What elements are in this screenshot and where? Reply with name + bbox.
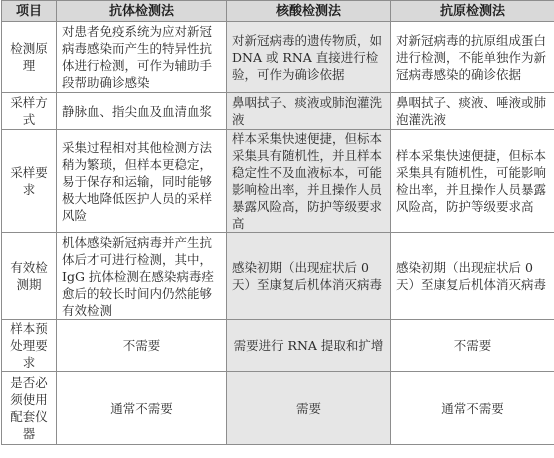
cell-antigen: 不需要	[391, 320, 554, 372]
table-row	[2, 130, 554, 233]
header-antigen: 抗原检测法	[391, 1, 554, 22]
header-antibody: 抗体检测法	[57, 1, 227, 22]
table-row	[2, 233, 554, 320]
detection-methods-table	[1, 0, 554, 445]
cell-antigen: 样本采集快速便捷，但标本采集具有随机性，可能影响检出率，并且操作人员暴露风险高，防护等级要求高	[391, 130, 554, 233]
cell-antibody: 通常不需要	[57, 372, 227, 445]
cell-nucleic: 感染初期（出现症状后 0 天）至康复后机体消灭病毒	[227, 233, 391, 320]
cell-antigen: 通常不需要	[391, 372, 554, 445]
table-row	[2, 22, 554, 93]
cell-antigen: 对新冠病毒的抗原组成蛋白进行检测，不能单独作为新冠病毒感染的确诊依据	[391, 22, 554, 93]
header-nucleic: 核酸检测法	[227, 1, 391, 22]
cell-antibody: 不需要	[57, 320, 227, 372]
cell-antibody: 静脉血、指尖血及血清血浆	[57, 93, 227, 130]
row-label: 检测原理	[2, 22, 57, 93]
row-label: 样本预处理要求	[2, 320, 57, 372]
cell-nucleic: 需要	[227, 372, 391, 445]
table-row	[2, 320, 554, 372]
row-label: 是否必须使用配套仪器	[2, 372, 57, 445]
header-item: 项目	[2, 1, 57, 22]
row-label: 采样方式	[2, 93, 57, 130]
table-header-row	[2, 1, 554, 22]
cell-nucleic: 需要进行 RNA 提取和扩增	[227, 320, 391, 372]
cell-antibody: 机体感染新冠病毒并产生抗体后才可进行检测，其中，IgG 抗体检测在感染病毒痊愈后的较长时间内仍然能够有效检测	[57, 233, 227, 320]
cell-nucleic: 鼻咽拭子、痰液或肺泡灌洗液	[227, 93, 391, 130]
cell-nucleic: 样本采集快速便捷，但标本采集具有随机性，并且样本稳定性不及血液标本，可能影响检出率，并且操作人员暴露风险高，防护等级要求高	[227, 130, 391, 233]
cell-antigen: 鼻咽拭子、痰液、唾液或肺泡灌洗液	[391, 93, 554, 130]
table-row	[2, 93, 554, 130]
cell-antibody: 对患者免疫系统为应对新冠病毒感染而产生的特异性抗体进行检测，可作为辅助手段帮助确诊感染	[57, 22, 227, 93]
cell-antibody: 采集过程相对其他检测方法稍为繁琐，但样本更稳定，易于保存和运输，同时能够极大地降低医护人员的采样风险	[57, 130, 227, 233]
row-label: 有效检测期	[2, 233, 57, 320]
table-row	[2, 372, 554, 445]
row-label: 采样要求	[2, 130, 57, 233]
cell-antigen: 感染初期（出现症状后 0 天）至康复后机体消灭病毒	[391, 233, 554, 320]
cell-nucleic: 对新冠病毒的遗传物质，如 DNA 或 RNA 直接进行检验，可作为确诊依据	[227, 22, 391, 93]
